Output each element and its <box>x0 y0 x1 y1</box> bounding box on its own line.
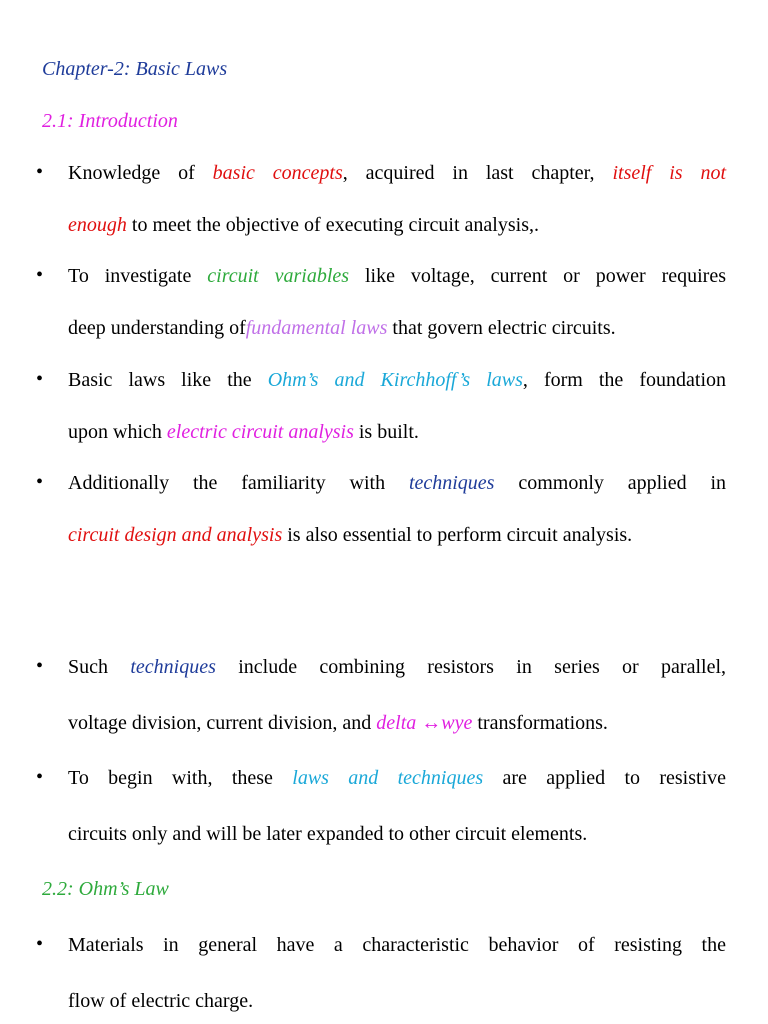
chapter-title: Chapter-2: Basic Laws <box>42 58 228 80</box>
text-run: upon which <box>68 421 162 443</box>
paragraph-1-line-1 <box>68 161 726 185</box>
text-run: To investigate <box>68 265 192 287</box>
text-run: is also essential to perform circuit analysis. <box>287 524 633 546</box>
text-run: Additionally the familiarity with <box>68 472 386 494</box>
paragraph-2-line-1 <box>68 264 726 288</box>
text-run: , form the foundation <box>522 369 726 391</box>
bullet-marker: • <box>36 766 44 788</box>
text-run: like voltage, current or power requires <box>364 265 726 287</box>
emphasis-fundamental-laws: fundamental laws <box>245 317 388 339</box>
paragraph-1-line-2 <box>68 213 726 237</box>
paragraph-3-line-1 <box>68 368 726 392</box>
bullet-marker: • <box>36 655 44 677</box>
paragraph-5-line-2 <box>68 711 726 735</box>
text-run: Knowledge of <box>68 162 195 184</box>
paragraph-7-line-1 <box>68 933 726 957</box>
text-run: voltage division, current division, and <box>68 712 372 734</box>
paragraph-7-line-2 <box>68 989 726 1013</box>
text-run: to meet the objective of executing circuit analysis,. <box>131 214 539 236</box>
emphasis-itself-is-not: itself is not <box>612 162 727 184</box>
text-run: include combining resistors in series or parallel, <box>238 656 727 678</box>
paragraph-6-line-1 <box>68 766 726 790</box>
paragraph-4-line-1 <box>68 471 726 495</box>
paragraph-4-line-2 <box>68 523 726 547</box>
text-run: Such <box>68 656 108 678</box>
emphasis-enough: enough <box>68 214 127 236</box>
emphasis-techniques: techniques <box>408 472 495 494</box>
text-run: is built. <box>358 421 419 443</box>
section-heading-introduction: 2.1: Introduction <box>42 110 178 132</box>
emphasis-laws-and-techniques: laws and techniques <box>292 767 484 789</box>
text-run: To begin with, these <box>68 767 273 789</box>
bullet-marker: • <box>36 933 44 955</box>
text-run: that govern electric circuits. <box>392 317 616 339</box>
paragraph-6-line-2 <box>68 822 726 846</box>
text-run: circuits only and will be later expanded to other circuit elements. <box>68 823 588 845</box>
bullet-marker: • <box>36 161 44 183</box>
paragraph-2-line-2 <box>68 316 726 340</box>
emphasis-circuit-variables: circuit variables <box>207 265 350 287</box>
section-heading-ohms-law: 2.2: Ohm’s Law <box>42 878 169 900</box>
emphasis-electric-circuit-analysis: electric circuit analysis <box>166 421 354 443</box>
bullet-marker: • <box>36 264 44 286</box>
paragraph-5-line-1 <box>68 655 726 679</box>
text-run: flow of electric charge. <box>68 990 254 1012</box>
paragraph-3-line-2 <box>68 420 726 444</box>
emphasis-techniques: techniques <box>130 656 216 678</box>
emphasis-circuit-design-and-analysis: circuit design and analysis <box>68 524 283 546</box>
text-run: deep understanding of <box>68 317 246 339</box>
emphasis-basic-concepts: basic concepts <box>212 162 343 184</box>
bullet-marker: • <box>36 471 44 493</box>
text-run: Materials in general have a characteristic behavior of resisting the <box>68 934 726 956</box>
bullet-marker: • <box>36 368 44 390</box>
text-run: Basic laws like the <box>68 369 252 391</box>
emphasis-ohms-and-kirchhoffs-laws: Ohm’s and Kirchhoff’s laws <box>267 369 523 391</box>
text-run: , acquired in last chapter, <box>342 162 595 184</box>
text-run: commonly applied in <box>518 472 727 494</box>
emphasis-delta-wye: delta ↔wye <box>376 712 473 734</box>
text-run: transformations. <box>477 712 608 734</box>
text-run: are applied to resistive <box>502 767 727 789</box>
